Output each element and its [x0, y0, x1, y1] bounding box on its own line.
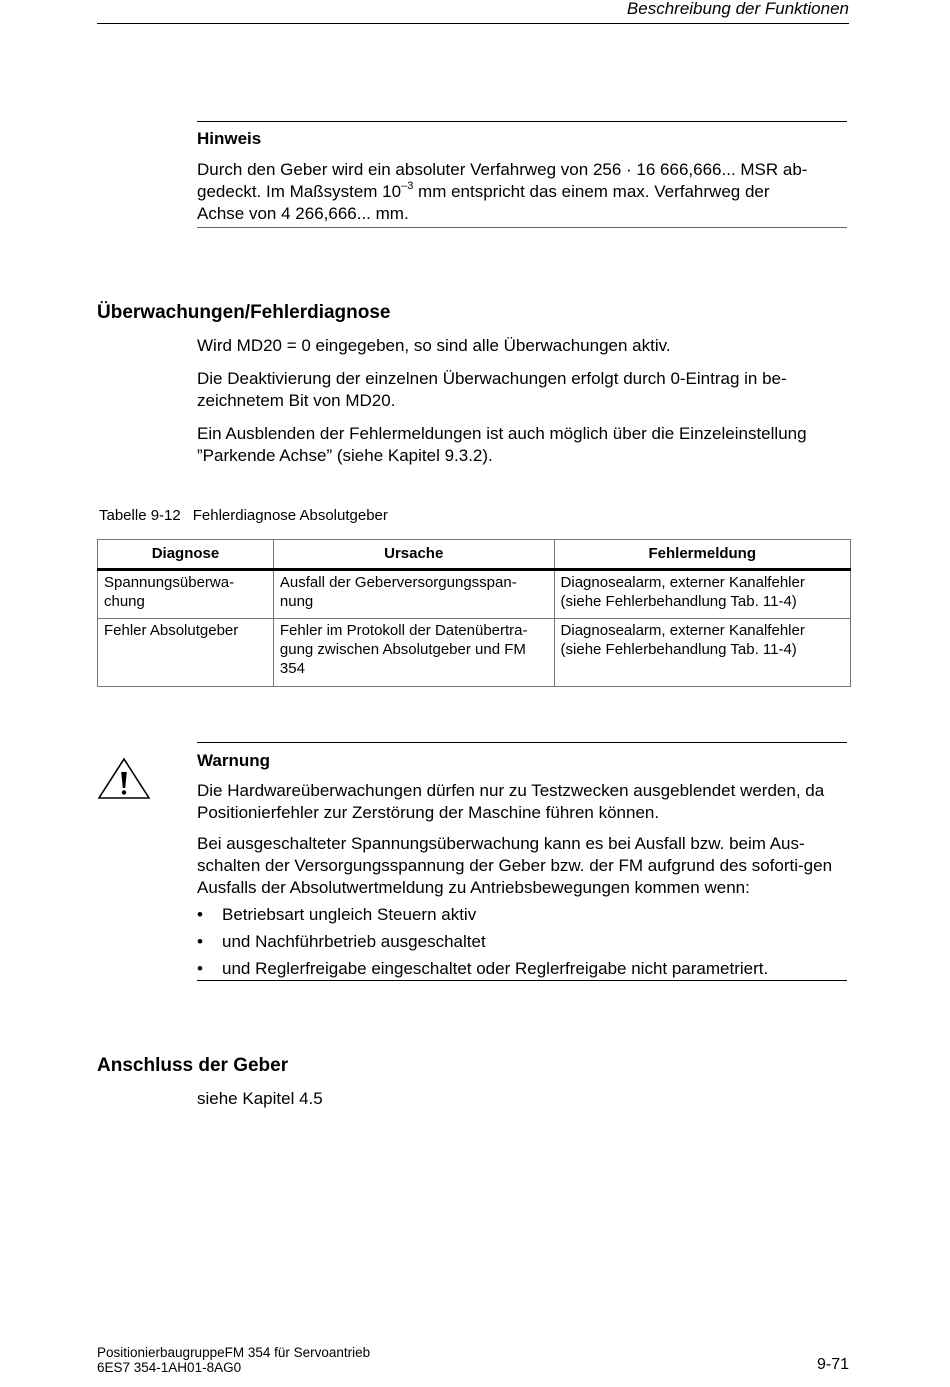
hinweis-top-rule — [197, 121, 847, 122]
warnung-top-rule — [197, 742, 847, 743]
hinweis-exponent: –3 — [401, 180, 414, 193]
footer-document-info — [97, 1345, 370, 1375]
warning-triangle-icon — [96, 757, 152, 806]
column-header-diagnose: Diagnose — [98, 540, 274, 570]
bullet-icon: • — [197, 959, 203, 978]
warnung-body — [197, 780, 842, 985]
hinweis-text — [197, 159, 847, 225]
list-item-text: und Nachführbetrieb ausgeschaltet — [222, 932, 486, 951]
bullet-icon: • — [197, 905, 203, 924]
diagnosis-table — [97, 539, 851, 687]
column-header-ursache: Ursache — [273, 540, 554, 570]
list-item-text: und Reglerfreigabe eingeschaltet oder Reglerfreigabe nicht parametriert. — [222, 959, 769, 978]
footer-order-number: 6ES7 354-1AH01-8AG0 — [97, 1360, 242, 1375]
hinweis-line-2-pre: gedeckt. Im Maßsystem 10 — [197, 182, 402, 201]
header-rule — [97, 23, 849, 24]
table-cell: Diagnosealarm, externer Kanalfehler (siehe Fehlerbehandlung Tab. 11-4) — [554, 570, 850, 619]
warnung-bottom-rule — [197, 980, 847, 981]
table-row — [98, 570, 851, 619]
table-cell: Fehler im Protokoll der Datenübertra-gung zwischen Absolutgeber und FM 354 — [273, 619, 554, 687]
section1-body — [197, 335, 837, 478]
warnung-label: Warnung — [197, 751, 271, 770]
table-caption-number: Tabelle 9-12 — [99, 507, 181, 524]
hinweis-line-2 — [197, 181, 847, 203]
footer-product-title: PositionierbaugruppeFM 354 für Servoantrieb — [97, 1345, 371, 1360]
hinweis-bottom-rule — [197, 227, 847, 228]
table-header-row — [98, 540, 851, 570]
page-number: 9-71 — [816, 1356, 849, 1373]
table-caption — [99, 507, 388, 524]
bullet-icon: • — [197, 932, 203, 951]
hinweis-line-1: Durch den Geber wird ein absoluter Verfahrweg von 256 · 16 666,666... MSR ab- — [197, 160, 808, 179]
running-header: Beschreibung der Funktionen — [626, 0, 849, 18]
list-item — [197, 958, 842, 980]
section1-paragraph: Wird MD20 = 0 eingegeben, so sind alle Überwachungen aktiv. — [197, 336, 671, 355]
warnung-bullet-list — [197, 904, 842, 980]
column-header-fehlermeldung: Fehlermeldung — [554, 540, 850, 570]
hinweis-line-3: Achse von 4 266,666... mm. — [197, 204, 409, 223]
table-cell: Diagnosealarm, externer Kanalfehler (siehe Fehlerbehandlung Tab. 11-4) — [554, 619, 850, 687]
section-heading-anschluss: Anschluss der Geber — [97, 1055, 289, 1076]
section1-paragraph: Die Deaktivierung der einzelnen Überwachungen erfolgt durch 0-Eintrag in be-zeichnetem Bit von MD20. — [197, 369, 787, 410]
section1-paragraph: Ein Ausblenden der Fehlermeldungen ist auch möglich über die Einzeleinstellung ”Parkende Achse” (siehe Kapitel 9.3.2). — [197, 424, 807, 465]
section2-text: siehe Kapitel 4.5 — [197, 1089, 323, 1108]
section-heading-ueberwachungen: Überwachungen/Fehlerdiagnose — [97, 302, 391, 323]
table-cell: Spannungsüberwa-chung — [98, 570, 274, 619]
list-item — [197, 931, 842, 953]
table-cell: Fehler Absolutgeber — [98, 619, 274, 687]
hinweis-line-2-post: mm entspricht das einem max. Verfahrweg der — [413, 182, 770, 201]
table-row — [98, 619, 851, 687]
hinweis-label: Hinweis — [197, 129, 262, 148]
list-item-text: Betriebsart ungleich Steuern aktiv — [222, 905, 477, 924]
table-cell: Ausfall der Geberversorgungsspan-nung — [273, 570, 554, 619]
warnung-paragraph-2: Bei ausgeschalteter Spannungsüberwachung kann es bei Ausfall bzw. beim Aus-schalten der Versorgungsspannung der Geber bzw. der FM aufgrund des soforti-gen Ausfalls der Absolutwertmeldung zu Antriebsbewegungen kommen wenn: — [197, 834, 833, 897]
warnung-paragraph-1: Die Hardwareüberwachungen dürfen nur zu Testzwecken ausgeblendet werden, da Positionierfehler zur Zerstörung der Maschine führen können. — [197, 781, 825, 822]
table-caption-title: Fehlerdiagnose Absolutgeber — [192, 507, 388, 524]
list-item — [197, 904, 842, 926]
